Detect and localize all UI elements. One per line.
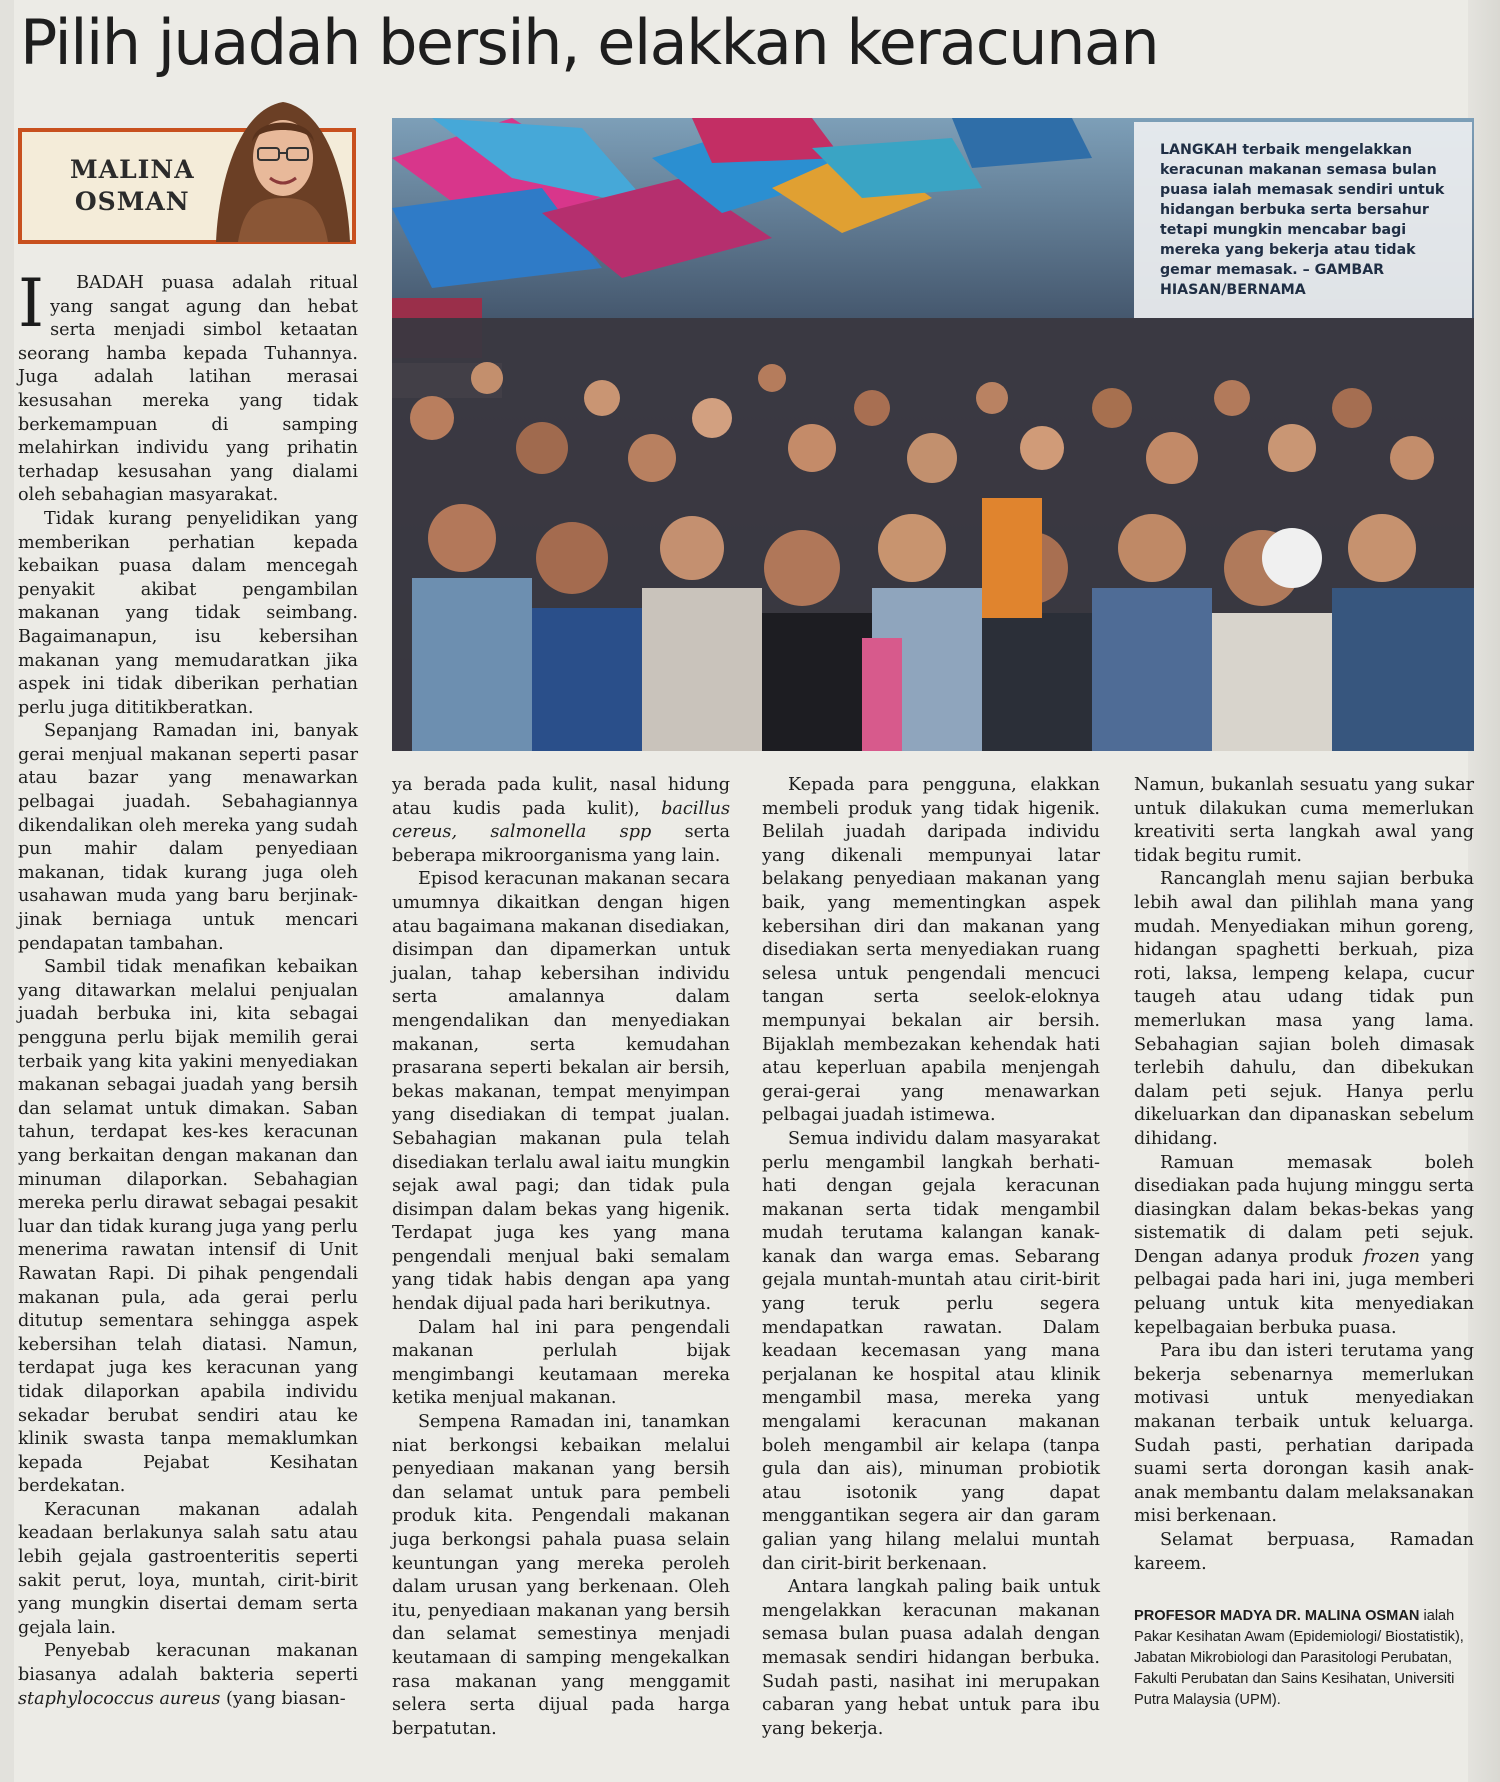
paragraph-italic: staphylococcus aureus <box>18 1688 221 1709</box>
author-bio-name: PROFESOR MADYA DR. MALINA OSMAN <box>1134 1608 1420 1625</box>
author-bio-text: ialah Pakar Kesihatan Awam (Epidemiologi/ Biostatistik), Jabatan Mikrobiologi dan Parasitologi Perubatan, Fakulti Perubatan dan Sains Kesihatan, Universiti Putra Malaysia (UPM). <box>1134 1608 1464 1709</box>
paragraph: Sambil tidak menafikan kebaikan yang ditawarkan melalui penjualan juadah berbuka ini, kita sebagai pengguna perlu bijak memilih gerai terbaik yang kita yakini menyediakan makanan sebagai juadah yang bersih dan selamat untuk dimakan. Saban tahun, terdapat kes-kes keracunan yang berkaitan dengan makanan dan minuman dilaporkan. Sebahagian mereka perlu dirawat sebagai pesakit luar dan tidak kurang juga yang perlu menerima rawatan intensif di Unit Rawatan Rapi. Di pihak pengendali makanan pula, ada gerai perlu ditutup sementara sehingga aspek kebersihan telah diatasi. Namun, terdapat juga kes keracunan yang tidak dilaporkan apabila individu sekadar berubat sendiri atau ke klinik swasta tanpa memaklumkan kepada Pejabat Kesihatan berdekatan. <box>18 957 358 1497</box>
article-column-4 <box>1134 774 1474 1711</box>
article-column-1 <box>18 265 358 1711</box>
paragraph: Kepada para pengguna, elakkan membeli produk yang tidak higenik. Belilah juadah daripada individu yang dikenali mempunyai latar belakang penyediaan makanan yang baik, yang mementingkan aspek kebersihan diri dan makanan yang disediakan serta menyediakan ruang selesa untuk pengendali mencuci tangan serta seelok-eloknya mempunyai bekalan air bersih. Bijaklah membezakan kehendak hati atau keperluan apabila menjengah gerai-gerai yang menawarkan pelbagai juadah istimewa. <box>762 775 1100 1126</box>
article-column-2 <box>392 774 730 1741</box>
photo-caption: LANGKAH terbaik mengelakkan keracunan makanan semasa bulan puasa ialah memasak sendiri untuk hidangan berbuka serta bersahur tetapi mungkin mencabar bagi mereka yang bekerja atau tidak gemar memasak. – GAMBAR HIASAN/BERNAMA <box>1134 122 1472 318</box>
paragraph: Tidak kurang penyelidikan yang memberikan perhatian kepada kebaikan puasa dalam mencegah penyakit akibat pengambilan makanan yang tidak seimbang. Bagaimanapun, isu kebersihan makanan yang memudaratkan jika aspek ini tidak diberikan perhatian perlu juga dititikberatkan. <box>18 508 358 718</box>
paragraph: Rancanglah menu sajian berbuka lebih awal dan pilihlah mana yang mudah. Menyediakan mihun goreng, hidangan spaghetti berkuah, piza roti, laksa, lempeng kelapa, cucur taugeh atau udang tidak pun memerlukan masa yang lama. Sebahagian sajian boleh dimasak terlebih dahulu, dan dibekukan dalam peti sejuk. Hanya perlu dikeluarkan dan dipanaskan sebelum dihidang. <box>1134 869 1474 1149</box>
drop-cap: I <box>18 265 45 342</box>
paragraph: Namun, bukanlah sesuatu yang sukar untuk dilakukan cuma memerlukan kreativiti serta langkah awal yang tidak begitu rumit. <box>1134 775 1474 866</box>
paragraph: Sempena Ramadan ini, tanamkan niat berkongsi kebaikan melalui penyediaan makanan yang bersih dan selamat untuk para pembeli produk kita. Pengendali makanan juga berkongsi pahala puasa selain keuntungan yang mereka peroleh dalam urusan yang berkenaan. Oleh itu, penyediaan makanan yang bersih dan selamat semestinya menjadi keutamaan di samping mengekalkan rasa makanan yang menggamit selera serta dijual pada harga berpatutan. <box>392 1412 730 1739</box>
paragraph: Keracunan makanan adalah keadaan berlakunya salah satu atau lebih gejala gastroenteritis seperti sakit perut, loya, muntah, cirit-birit yang mungkin disertai demam serta gejala lain. <box>18 1499 358 1638</box>
paragraph-text: serta beberapa mikroorganisma yang lain. <box>392 822 730 866</box>
author-portrait <box>208 80 358 242</box>
author-name <box>70 154 195 218</box>
article-column-3 <box>762 774 1100 1741</box>
author-bio <box>1134 1606 1474 1711</box>
paragraph <box>18 1640 358 1711</box>
paragraph: Episod keracunan makanan secara umumnya dikaitkan dengan higen atau bagaimana makanan disediakan, disimpan dan dipamerkan untuk jualan, tahap kebersihan individu serta amalannya dalam mengendalikan dan menyediakan makanan, serta kemudahan prasarana seperti bekalan air bersih, bekas makanan, tempat menyimpan yang disediakan di tempat jualan. Sebahagian makanan pula telah disediakan terlalu awal iaitu mungkin sejak awal pagi; dan tidak pula disimpan dalam bekas yang higenik. Terdapat juga kes yang mana pengendali menjual baki semalam yang tidak habis dengan apa yang hendak dijual pada hari berikutnya. <box>392 869 730 1315</box>
paragraph-text: yang pelbagai pada hari ini, juga memberi peluang untuk kita menyediakan kepelbagaian berbuka puasa. <box>1134 1246 1474 1338</box>
paragraph: Sepanjang Ramadan ini, banyak gerai menjual makanan seperti pasar atau bazar yang menawarkan pelbagai juadah. Sebahagiannya dikendalikan oleh mereka yang sudah pun mahir dalam penyediaan makanan, tidak kurang juga oleh usahawan muda yang baru berjinak-jinak berniaga untuk mencari pendapatan tambahan. <box>18 721 358 954</box>
author-first-name: MALINA <box>70 155 195 184</box>
paragraph <box>1134 1152 1474 1341</box>
paragraph-text: Penyebab keracunan makanan biasanya adalah bakteria seperti <box>18 1641 358 1686</box>
author-last-name: OSMAN <box>74 187 190 216</box>
paragraph <box>18 265 358 508</box>
paragraph-italic: frozen <box>1363 1246 1420 1267</box>
paragraph: Antara langkah paling baik untuk mengelakkan keracunan makanan semasa bulan puasa adalah dengan memasak sendiri hidangan berbuka. Sudah pasti, nasihat ini merupakan cabaran yang hebat untuk para ibu yang bekerja. <box>762 1577 1100 1739</box>
paragraph: Selamat berpuasa, Ramadan kareem. <box>1134 1530 1474 1574</box>
paragraph-text: ya berada pada kulit, nasal hidung atau kudis pada kulit), <box>392 775 730 819</box>
paragraph <box>392 774 730 868</box>
paragraph: Dalam hal ini para pengendali makanan perlulah bijak mengimbangi keutamaan mereka ketika menjual makanan. <box>392 1317 730 1409</box>
paragraph-text: BADAH puasa adalah ritual yang sangat agung dan hebat serta menjadi simbol ketaatan seorang hamba kepada Tuhannya. Juga adalah latihan merasai kesusahan mereka yang tidak berkemampuan di samping melahirkan individu yang prihatin terhadap kesusahan yang dialami oleh sebahagian masyarakat. <box>18 273 358 506</box>
paragraph-text: Ramuan memasak boleh disediakan pada hujung minggu serta diasingkan dalam bekas-bekas yang sistematik di dalam peti sejuk. Dengan adanya produk <box>1134 1152 1474 1267</box>
page-edge-left <box>0 0 14 1782</box>
headline: Pilih juadah bersih, elakkan keracunan <box>20 6 1159 79</box>
paragraph-text: (yang biasan- <box>220 1688 346 1709</box>
paragraph: Para ibu dan isteri terutama yang bekerja sebenarnya memerlukan motivasi untuk menyediakan makanan terbaik untuk keluarga. Sudah pasti, perhatian daripada suami serta dorongan kasih anak-anak membantu dalam melaksanakan misi berkenaan. <box>1134 1341 1474 1527</box>
paragraph: Semua individu dalam masyarakat perlu mengambil langkah berhati-hati dengan gejala keracunan makanan serta tidak mengambil mudah terutama kalangan kanak-kanak dan warga emas. Sebarang gejala muntah-muntah atau cirit-birit yang teruk perlu segera mendapatkan rawatan. Dalam keadaan kecemasan yang mana perjalanan ke hospital atau klinik mengambil masa, mereka yang mengalami keracunan makanan boleh mengambil air kelapa (tanpa gula dan ais), minuman probiotik atau isotonik yang dapat menggantikan segera air dan garam galian yang hilang melalui muntah dan cirit-birit berkenaan. <box>762 1128 1100 1574</box>
paragraph-italic: bacillus cereus, salmonella spp <box>392 798 730 843</box>
